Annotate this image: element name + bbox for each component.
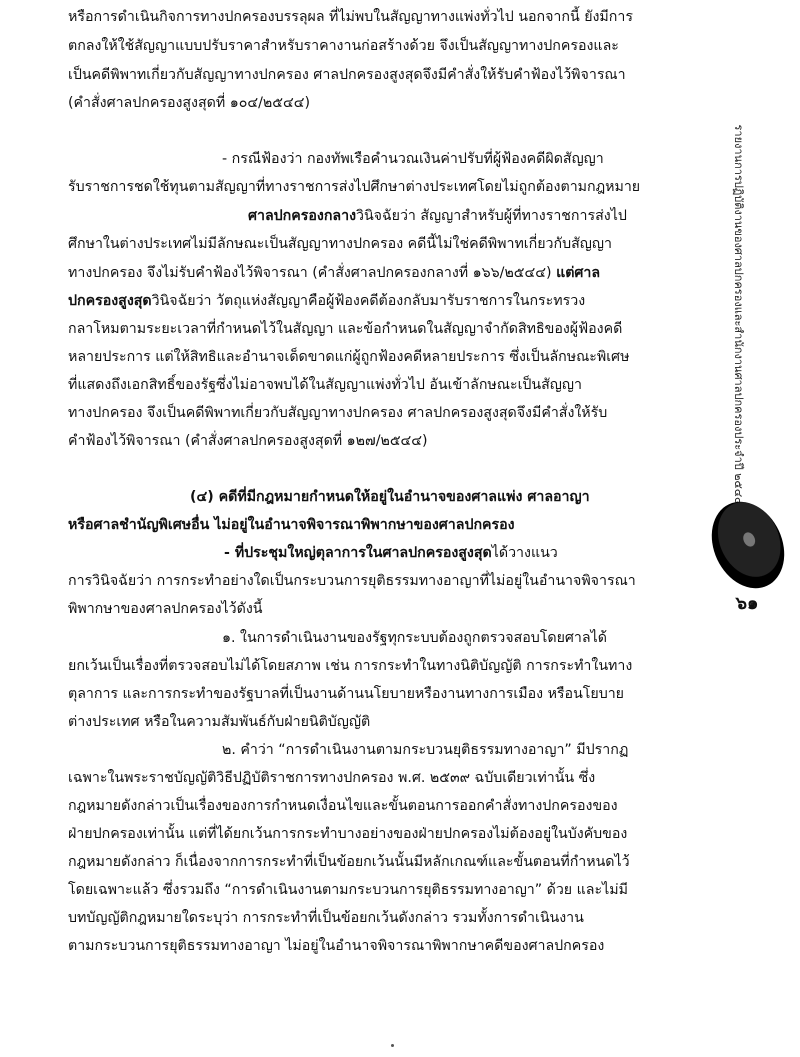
body-line: โดยเฉพาะแล้ว ซึ่งรวมถึง “การดำเนินงานตามกระบวนการยุติธรรมทางอาญา” ด้วย และไม่มี — [68, 882, 628, 898]
body-text: วินิจฉัยว่า สัญญาสำหรับผู้ที่ทางราชการส่งไป — [356, 208, 627, 224]
body-line: - กรณีฟ้องว่า กองทัพเรือคำนวณเงินค่าปรับที่ผู้ฟ้องคดีผิดสัญญา — [222, 151, 604, 167]
body-line: ต่างประเทศ หรือในความสัมพันธ์กับฝ่ายนิติบัญญัติ — [68, 714, 371, 730]
body-line: ที่แสดงถึงเอกสิทธิ์ของรัฐซึ่งไม่อาจพบได้ในสัญญาแพ่งทั่วไป อันเข้าลักษณะเป็นสัญญา — [68, 377, 582, 393]
body-line: ๒. คำว่า “การดำเนินงานตามกระบวนยุติธรรมทางอาญา” มีปรากฏ — [222, 742, 629, 758]
body-line: ตามกระบวนการยุติธรรมทางอาญา ไม่อยู่ในอำนาจพิจารณาพิพากษาคดีของศาลปกครอง — [68, 938, 605, 954]
body-line: ตุลาการ และการกระทำของรัฐบาลที่เป็นงานด้านนโยบายหรืองานทางการเมือง หรือนโยบาย — [68, 686, 624, 702]
body-line: (คำสั่งศาลปกครองสูงสุดที่ ๑๐๔/๒๕๔๔) — [68, 95, 311, 111]
court-name-bold: ปกครองสูงสุด — [68, 293, 152, 309]
body-line: ยกเว้นเป็นเรื่องที่ตรวจสอบไม่ได้โดยสภาพ เช่น การกระทำในทางนิติบัญญัติ การกระทำในทาง — [68, 658, 633, 674]
body-line: การวินิจฉัยว่า การกระทำอย่างใดเป็นกระบวนการยุติธรรมทางอาญาที่ไม่อยู่ในอำนาจพิจารณา — [68, 573, 636, 589]
body-line: หรือการดำเนินกิจการทางปกครองบรรลุผล ที่ไม่พบในสัญญาทางแพ่งทั่วไป นอกจากนี้ ยังมีการ — [68, 9, 633, 25]
body-line: คำฟ้องไว้พิจารณา (คำสั่งศาลปกครองสูงสุดที่ ๑๒๗/๒๕๔๔) — [68, 433, 428, 449]
body-line: ทางปกครอง จึงเป็นคดีพิพาทเกี่ยวกับสัญญาทางปกครอง ศาลปกครองสูงสุดจึงมีคำสั่งให้รับ — [68, 405, 608, 421]
page-number: ๖๑ — [735, 593, 759, 614]
body-line: ศึกษาในต่างประเทศไม่มีลักษณะเป็นสัญญาทางปกครอง คดีนี้ไม่ใช่คดีพิพาทเกี่ยวกับสัญญา — [68, 236, 612, 252]
running-header — [727, 124, 751, 506]
body-line: หลายประการ แต่ให้สิทธิและอำนาจเด็ดขาดแก่ผู้ถูกฟ้องคดีหลายประการ ซึ่งเป็นลักษณะพิเศษ — [68, 349, 630, 365]
body-line: รับราชการชดใช้ทุนตามสัญญาที่ทางราชการส่งไปศึกษาต่างประเทศโดยไม่ถูกต้องตามกฎหมาย — [68, 179, 641, 195]
body-text: วินิจฉัยว่า วัตถุแห่งสัญญาคือผู้ฟ้องคดีต้องกลับมารับราชการในกระทรวง — [151, 293, 586, 309]
assembly-bold: - ที่ประชุมใหญ่ตุลาการในศาลปกครองสูงสุด — [224, 545, 492, 561]
body-line: เป็นคดีพิพาทเกี่ยวกับสัญญาทางปกครอง ศาลปกครองสูงสุดจึงมีคำสั่งให้รับคำฟ้องไว้พิจารณา — [68, 67, 626, 83]
section-heading: หรือศาลชำนัญพิเศษอื่น ไม่อยู่ในอำนาจพิจารณาพิพากษาของศาลปกครอง — [68, 517, 515, 533]
body-line: ๑. ในการดำเนินงานของรัฐทุกระบบต้องถูกตรวจสอบโดยศาลได้ — [222, 630, 607, 646]
body-text: ได้วางแนว — [491, 545, 558, 561]
body-line — [224, 542, 660, 564]
body-line: เฉพาะในพระราชบัญญัติวิธีปฏิบัติราชการทางปกครอง พ.ศ. ๒๕๓๙ ฉบับเดียวเท่านั้น ซึ่ง — [68, 770, 596, 786]
body-line: บทบัญญัติกฎหมายใดระบุว่า การกระทำที่เป็นข้อยกเว้นดังกล่าว รวมทั้งการดำเนินงาน — [68, 910, 584, 926]
court-name-bold: แต่ศาล — [556, 265, 601, 281]
court-name-bold: ศาลปกครองกลาง — [248, 208, 356, 224]
body-line: กฎหมายดังกล่าวเป็นเรื่องของการกำหนดเงื่อนไขและขั้นตอนการออกคำสั่งทางปกครองของ — [68, 798, 618, 814]
running-header-text: รายงานการปฏิบัติงานของศาลปกครองและสำนักงานศาลปกครองประจำปี ๒๕๔๔ — [732, 124, 745, 506]
section-heading: (๔) คดีที่มีกฎหมายกำหนดให้อยู่ในอำนาจของศาลแพ่ง ศาลอาญา — [190, 489, 590, 505]
body-line: กลาโหมตามระยะเวลาที่กำหนดไว้ในสัญญา และข้อกำหนดในสัญญาจำกัดสิทธิของผู้ฟ้องคดี — [68, 321, 623, 337]
body-line: ตกลงให้ใช้สัญญาแบบปรับราคาสำหรับราคางานก่อสร้างด้วย จึงเป็นสัญญาทางปกครองและ — [68, 38, 619, 54]
body-text: ทางปกครอง จึงไม่รับคำฟ้องไว้พิจารณา (คำสั่งศาลปกครองกลางที่ ๑๖๖/๒๕๔๔) — [68, 265, 557, 281]
body-line: ฝ่ายปกครองเท่านั้น แต่ที่ได้ยกเว้นการกระทำบางอย่างของฝ่ายปกครองไม่ต้องอยู่ในบังคับของ — [68, 826, 628, 842]
body-line — [248, 205, 660, 227]
body-line — [68, 262, 660, 284]
disc-icon — [698, 490, 798, 600]
scan-dot — [391, 1044, 394, 1047]
body-line: กฎหมายดังกล่าว ก็เนื่องจากการกระทำที่เป็นข้อยกเว้นนั้นมีหลักเกณฑ์และขั้นตอนที่กำหนดไว้ — [68, 854, 630, 870]
body-line — [68, 290, 660, 312]
body-line: พิพากษาของศาลปกครองไว้ดังนี้ — [68, 601, 263, 617]
